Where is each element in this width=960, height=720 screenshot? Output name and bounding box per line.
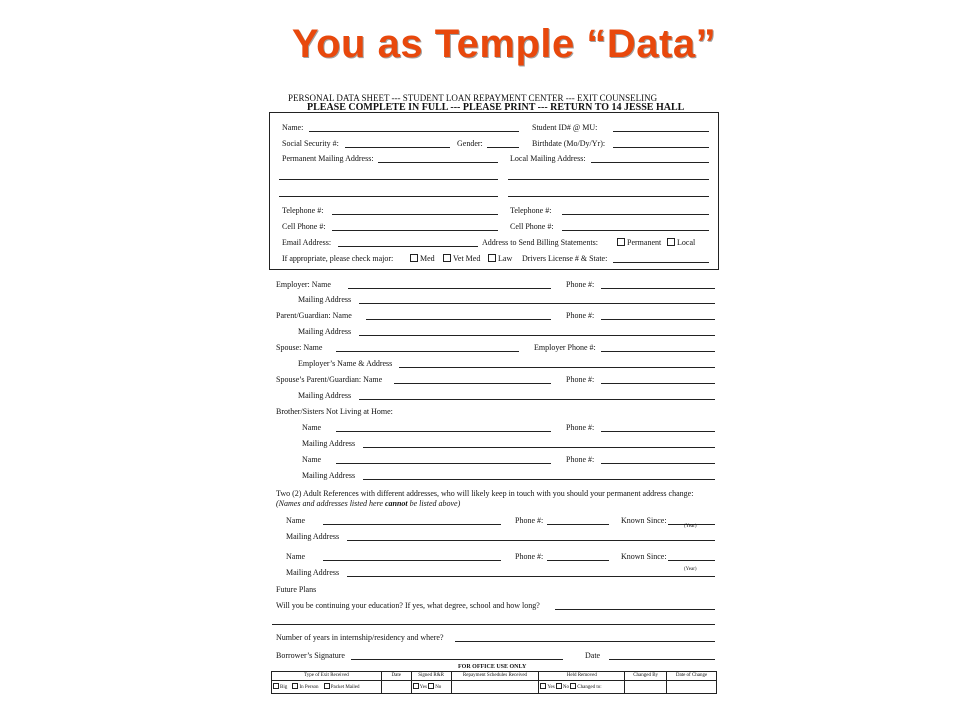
permanent-checkbox[interactable]: [617, 238, 625, 246]
major-label: If appropriate, please check major:: [282, 254, 394, 263]
office-header-held: Held Removed: [539, 672, 625, 681]
office-use-heading: FOR OFFICE USE ONLY: [458, 664, 527, 670]
ref1-phone-field[interactable]: [547, 524, 609, 525]
telephone2-field[interactable]: [562, 214, 709, 215]
office-use-table: [271, 671, 717, 694]
ref1-known-label: Known Since:: [621, 516, 667, 525]
ref2-phone-field[interactable]: [547, 560, 609, 561]
ref1-name-field[interactable]: [323, 524, 501, 525]
ssn-label: Social Security #:: [282, 139, 339, 148]
big-checkbox[interactable]: [273, 683, 279, 689]
law-checkbox[interactable]: [488, 254, 496, 262]
parent-mailing-label: Mailing Address: [298, 327, 352, 336]
telephone-label: Telephone #:: [282, 206, 324, 215]
office-header-row: [272, 672, 717, 681]
local-address-line3[interactable]: [508, 196, 709, 197]
parent-name-field[interactable]: [366, 319, 551, 320]
ref2-name-label: Name: [286, 552, 306, 561]
spouse-parent-mailing-label: Mailing Address: [298, 391, 352, 400]
big-label: Big: [280, 685, 288, 690]
office-exit-cell: [272, 681, 382, 694]
packet-label: Packet Mailed: [330, 685, 360, 690]
ref2-mailing-field[interactable]: [347, 576, 715, 577]
spouse-parent-phone-label: Phone #:: [566, 375, 595, 384]
sibling1-mailing-label: Mailing Address: [302, 439, 356, 448]
references-note-b: cannot: [384, 499, 408, 508]
ref1-year-hint: (Year): [684, 524, 697, 529]
sibling1-mailing-field[interactable]: [363, 447, 715, 448]
perm-address-line3[interactable]: [279, 196, 498, 197]
sibling1-name-label: Name: [302, 423, 322, 432]
office-header-changed-by: Changed By: [625, 672, 667, 681]
parent-name-label: Parent/Guardian: Name: [276, 311, 352, 320]
references-intro: Two (2) Adult References with different addresses, who will likely keep in touch with you should your permanent address change:: [276, 489, 694, 498]
spouse-employer-phone-field[interactable]: [601, 351, 715, 352]
internship-label: Number of years in internship/residency and where?: [276, 633, 444, 642]
med-label: Med: [420, 254, 435, 263]
sibling2-name-field[interactable]: [336, 463, 551, 464]
spouse-parent-mailing-field[interactable]: [359, 399, 715, 400]
major-vetmed-option[interactable]: [443, 254, 480, 264]
references-note: [276, 499, 460, 509]
spouse-parent-name-label: Spouse’s Parent/Guardian: Name: [276, 375, 383, 384]
sibling2-name-label: Name: [302, 455, 322, 464]
date-field[interactable]: [609, 659, 715, 660]
packet-checkbox[interactable]: [324, 683, 330, 689]
student-id-label: Student ID# @ MU:: [532, 123, 598, 132]
continuing-education-label: Will you be continuing your education? If yes, what degree, school and how long?: [276, 601, 540, 610]
ref1-name-label: Name: [286, 516, 306, 525]
office-header-date-change: Date of Change: [667, 672, 717, 681]
gender-field[interactable]: [487, 147, 519, 148]
cell-field[interactable]: [332, 230, 498, 231]
cell-label: Cell Phone #:: [282, 222, 326, 231]
sibling1-name-field[interactable]: [336, 431, 551, 432]
slide-title: You as Temple “Data”: [291, 22, 717, 66]
form-header-line1: PERSONAL DATA SHEET --- STUDENT LOAN REPAYMENT CENTER --- EXIT COUNSELING: [288, 93, 658, 103]
employer-name-field[interactable]: [348, 288, 551, 289]
local-checkbox[interactable]: [667, 238, 675, 246]
ref1-mailing-label: Mailing Address: [286, 532, 340, 541]
ref2-known-label: Known Since:: [621, 552, 667, 561]
signed-no-checkbox[interactable]: [428, 683, 434, 689]
vetmed-checkbox[interactable]: [443, 254, 451, 262]
perm-address-field[interactable]: [378, 162, 498, 163]
billing-permanent-option[interactable]: [617, 238, 661, 248]
ref2-year-hint: (Year): [684, 567, 697, 572]
ref2-mailing-label: Mailing Address: [286, 568, 340, 577]
employer-mailing-field[interactable]: [359, 303, 715, 304]
cell2-label: Cell Phone #:: [510, 222, 554, 231]
spouse-parent-name-field[interactable]: [394, 383, 551, 384]
ssn-field[interactable]: [345, 147, 450, 148]
local-address-field[interactable]: [591, 162, 709, 163]
name-label: Name:: [282, 123, 304, 132]
continuing-education-field[interactable]: [555, 609, 715, 610]
office-held-cell: [539, 681, 625, 694]
perm-address-line2[interactable]: [279, 179, 498, 180]
signed-yes-checkbox[interactable]: [413, 683, 419, 689]
signature-field[interactable]: [351, 659, 563, 660]
license-label: Drivers License # & State:: [522, 254, 608, 263]
references-note-a: (Names and addresses listed here: [276, 499, 385, 508]
office-value-row: [272, 681, 717, 694]
office-changed-by-cell[interactable]: [625, 681, 667, 694]
birthdate-field[interactable]: [613, 147, 709, 148]
references-note-c: be listed above): [407, 499, 461, 508]
parent-mailing-field[interactable]: [359, 335, 715, 336]
employer-name-label: Employer: Name: [276, 280, 331, 289]
spouse-name-label: Spouse: Name: [276, 343, 323, 352]
ref1-mailing-field[interactable]: [347, 540, 715, 541]
office-repayment-cell[interactable]: [451, 681, 539, 694]
name-field[interactable]: [309, 131, 519, 132]
office-signed-cell: [411, 681, 451, 694]
employer-phone-field[interactable]: [601, 288, 715, 289]
ref2-name-field[interactable]: [323, 560, 501, 561]
parent-phone-label: Phone #:: [566, 311, 595, 320]
spouse-employer-label: Employer’s Name & Address: [298, 359, 393, 368]
vetmed-label: Vet Med: [453, 254, 481, 263]
inperson-label: In Person: [299, 685, 319, 690]
student-id-field[interactable]: [613, 131, 709, 132]
telephone2-label: Telephone #:: [510, 206, 552, 215]
sibling1-phone-label: Phone #:: [566, 423, 595, 432]
med-checkbox[interactable]: [410, 254, 418, 262]
ref2-known-field[interactable]: [668, 560, 715, 561]
local-label: Local: [677, 238, 696, 247]
law-label: Law: [498, 254, 513, 263]
form-header-line2: PLEASE COMPLETE IN FULL --- PLEASE PRINT --- RETURN TO 14 JESSE HALL: [307, 102, 685, 113]
office-date-change-cell[interactable]: [667, 681, 717, 694]
office-header-date: Date: [381, 672, 411, 681]
sibling1-phone-field[interactable]: [601, 431, 715, 432]
future-plans-label: Future Plans: [276, 585, 317, 594]
held-yes-label: Yes: [547, 685, 555, 690]
billing-label: Address to Send Billing Statements:: [482, 238, 598, 247]
gender-label: Gender:: [457, 139, 483, 148]
siblings-label: Brother/Sisters Not Living at Home:: [276, 407, 393, 416]
spouse-parent-phone-field[interactable]: [601, 383, 715, 384]
held-changed-label: Changed to:: [577, 685, 602, 690]
ref2-phone-label: Phone #:: [515, 552, 544, 561]
cell2-field[interactable]: [562, 230, 709, 231]
office-header-signed: Signed R&R: [411, 672, 451, 681]
sibling2-phone-label: Phone #:: [566, 455, 595, 464]
date-label: Date: [585, 651, 601, 660]
major-law-option[interactable]: [488, 254, 512, 264]
email-label: Email Address:: [282, 238, 332, 247]
parent-phone-field[interactable]: [601, 319, 715, 320]
local-address-label: Local Mailing Address:: [510, 154, 586, 163]
signature-label: Borrower’s Signature: [276, 651, 345, 660]
held-changed-checkbox[interactable]: [570, 683, 576, 689]
spouse-employer-phone-label: Employer Phone #:: [534, 343, 596, 352]
office-header-repayment: Repayment Schedules Received: [451, 672, 539, 681]
sibling2-mailing-label: Mailing Address: [302, 471, 356, 480]
perm-address-label: Permanent Mailing Address:: [282, 154, 374, 163]
office-header-exit: Type of Exit Received: [272, 672, 382, 681]
major-med-option[interactable]: [410, 254, 435, 264]
birthdate-label: Birthdate (Mo/Dy/Yr):: [532, 139, 606, 148]
billing-local-option[interactable]: [667, 238, 695, 248]
signed-yes-label: Yes: [419, 685, 427, 690]
telephone-field[interactable]: [332, 214, 498, 215]
spouse-name-field[interactable]: [336, 351, 519, 352]
office-date-cell[interactable]: [381, 681, 411, 694]
email-field[interactable]: [338, 246, 478, 247]
inperson-checkbox[interactable]: [292, 683, 298, 689]
held-no-label: No: [562, 685, 570, 690]
held-yes-checkbox[interactable]: [540, 683, 546, 689]
sibling2-mailing-field[interactable]: [363, 479, 715, 480]
held-no-checkbox[interactable]: [556, 683, 562, 689]
employer-mailing-label: Mailing Address: [298, 295, 352, 304]
license-field[interactable]: [613, 262, 709, 263]
local-address-line2[interactable]: [508, 179, 709, 180]
sibling2-phone-field[interactable]: [601, 463, 715, 464]
ref1-phone-label: Phone #:: [515, 516, 544, 525]
permanent-label: Permanent: [627, 238, 662, 247]
internship-field[interactable]: [455, 641, 715, 642]
signed-no-label: No: [435, 685, 442, 690]
spouse-employer-field[interactable]: [399, 367, 715, 368]
continuing-education-line2[interactable]: [272, 624, 715, 625]
employer-phone-label: Phone #:: [566, 280, 595, 289]
